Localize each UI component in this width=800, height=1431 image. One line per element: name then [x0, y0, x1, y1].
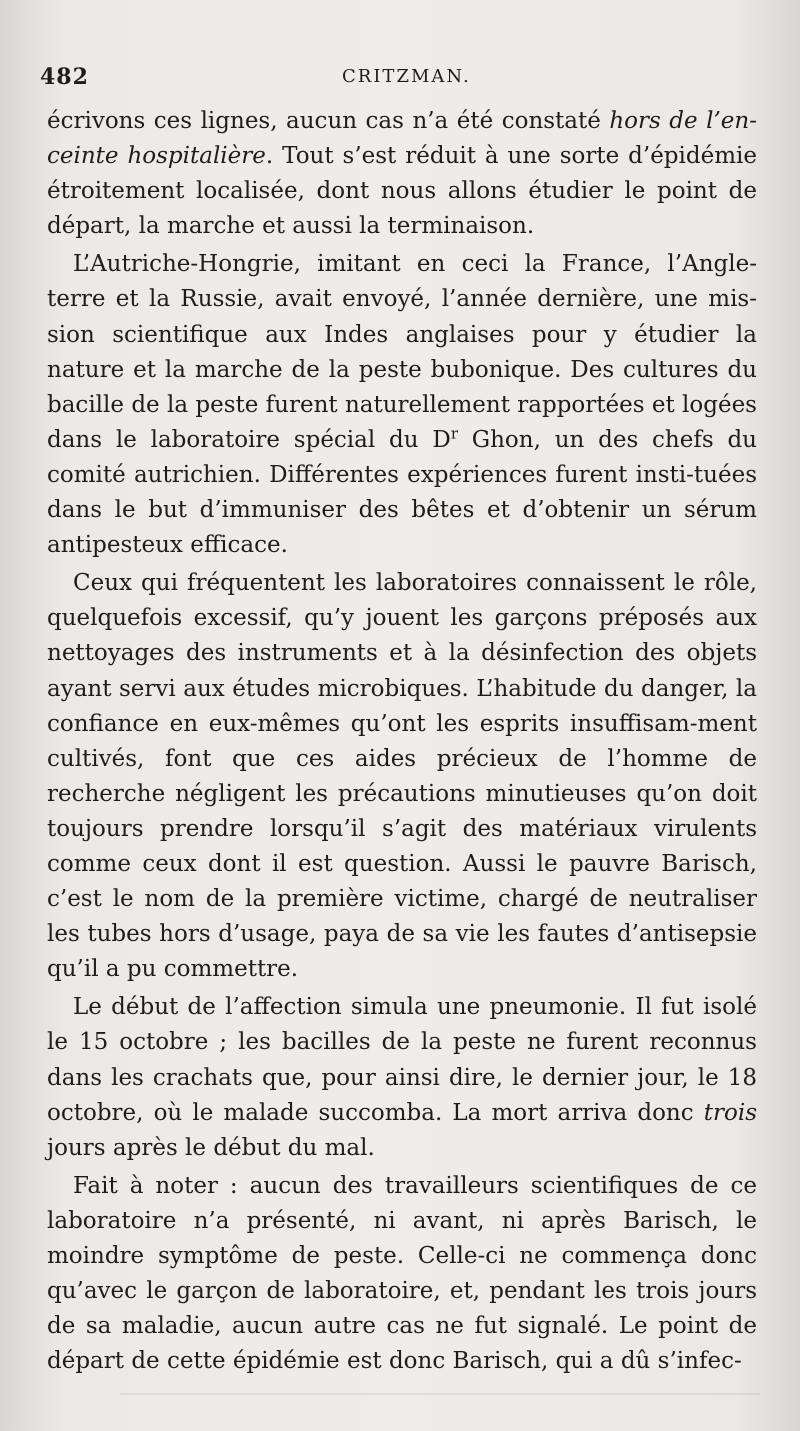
- running-head: CRITZMAN.: [342, 66, 471, 87]
- paragraph-1: [47, 104, 757, 244]
- paragraph-2-text-a: L’Autriche-Hongrie, imitant en ceci la France, l’Angle-terre et la Russie, avait envoyé, l’année dernière, une mis-sion scientifique aux Indes anglaises pour y étudier la nature et la marche de la peste bubonique. Des cultures du bacille de la peste furent naturellement rapportées et logées dans le laboratoire spécial du D: [47, 251, 757, 453]
- paragraph-1-text-a: écrivons ces lignes, aucun cas n’a été constaté: [47, 108, 610, 134]
- bleed-through-smudge: [120, 1393, 760, 1395]
- page-header: [40, 64, 760, 92]
- paragraph-4-italic: trois: [703, 1099, 757, 1126]
- paragraph-4: [47, 990, 757, 1165]
- body-text: [47, 104, 757, 1379]
- paragraph-2-text-b: Ghon, un des chefs du comité autrichien. Différentes expériences furent insti-tuées dans le but d’immuniser des bêtes et d’obtenir un sérum antipesteux efficace.: [47, 426, 757, 559]
- paragraph-2-superscript: r: [450, 424, 458, 443]
- paragraph-1-italic: hors de l’en-ceinte hospitalière: [47, 108, 757, 170]
- page-number: 482: [40, 64, 89, 90]
- paragraph-5: Fait à noter : aucun des travailleurs scientifiques de ce laboratoire n’a présenté, ni avant, ni après Barisch, le moindre symptôme de peste. Celle-ci ne commença donc qu’avec le garçon de laboratoire, et, pendant les trois jours de sa maladie, aucun autre cas ne fut signalé. Le point de départ de cette épidémie est donc Barisch, qui a dû s’infec-: [47, 1172, 757, 1375]
- paragraph-4-text-b: jours après le début du mal.: [47, 1134, 375, 1161]
- paragraph-3: Ceux qui fréquentent les laboratoires connaissent le rôle, quelquefois excessif, qu’y jouent les garçons préposés aux nettoyages des instruments et à la désinfection des objets ayant servi aux études microbiques. L’habitude du danger, la confiance en eux-mêmes qu’ont les esprits insuffisam-ment cultivés, font que ces aides précieux de l’homme de recherche négligent les précautions minutieuses qu’on doit toujours prendre lorsqu’il s’agit des matériaux virulents comme ceux dont il est question. Aussi le pauvre Barisch, c’est le nom de la première victime, chargé de neutraliser les tubes hors d’usage, paya de sa vie les fautes d’antisepsie qu’il a pu commettre.: [47, 570, 757, 983]
- paragraph-4-text-a: Le début de l’affection simula une pneumonie. Il fut isolé le 15 octobre ; les bacilles de la peste ne furent reconnus dans les crachats que, pour ainsi dire, le dernier jour, le 18 octobre, où le malade succomba. La mort arriva donc: [47, 994, 757, 1126]
- paragraph-1-text-b: . Tout s’est réduit à une sorte d’épidémie étroitement localisée, dont nous allons étudier le point de départ, la marche et aussi la terminaison.: [47, 143, 757, 240]
- paragraph-2: [47, 247, 757, 563]
